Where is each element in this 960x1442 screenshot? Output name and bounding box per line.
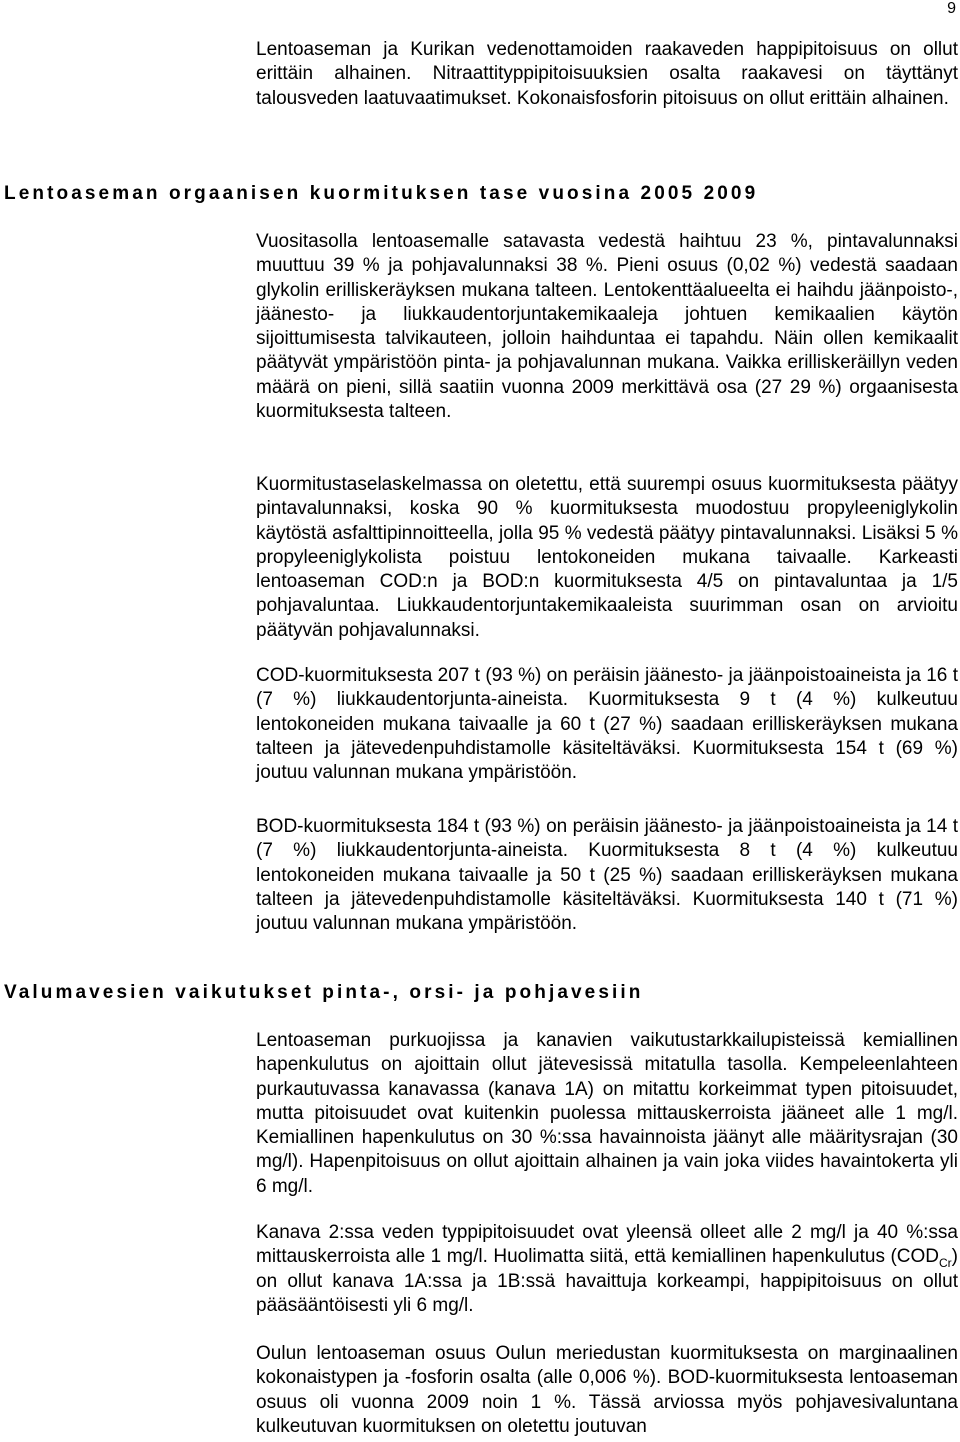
section-heading-organic-load-balance: Lentoaseman orgaanisen kuormituksen tase vuosina 2005 2009: [4, 183, 759, 204]
section2-paragraph-2-end: ) on ollut kanava 1A:ssa ja 1B:ssä havaittuja korkeampi, happipitoisuus on ollut pääsääntöisesti yli 6 mg/l.: [256, 1246, 958, 1316]
section1-paragraph-3: COD-kuormituksesta 207 t (93 %) on peräisin jäänesto- ja jäänpoistoaineista ja 16 t (7 %) liukkaudentorjunta-aineista. Kuormituksesta 9 t (4 %) kulkeutuu lentokoneiden mukana taivaalle ja 60 t (27 %) saadaan erilliskeräyksen mukana talteen ja jätevedenpuhdistamolle käsiteltäväksi. Kuormituksesta 154 t (69 %) joutuu valunnan mukana ympäristöön.: [256, 665, 958, 784]
section2-paragraph-1: Lentoaseman purkuojissa ja kanavien vaikutustarkkailupisteissä kemiallinen hapenkulutus on ajoittain ollut jätevesissä mitatulla tasolla. Kempeleenlahteen purkautuvassa kanavassa (kanava 1A) on mitattu korkeimmat typen pitoisuudet, mutta pitoisuudet ovat kuitenkin puolessa mittauskerroista jääneet alle 1 mg/l. Kemiallinen hapenkulutus on 30 %:ssa havainnoista jäänyt alle määritysrajan (30 mg/l). Hapenpitoisuus on ollut ajoittain alhainen ja vain joka viides havaintokerta yli 6 mg/l.: [256, 1030, 958, 1197]
section2-paragraph-3: Oulun lentoaseman osuus Oulun meriedustan kuormituksesta on marginaalinen kokonaistypen ja -fosforin osalta (alle 0,006 %). BOD-kuormituksesta lentoaseman osuus oli vuonna 2009 noin 1 %. Tässä arviossa myös pohjavesivaluntana kulkeutuvan kuormituksen on oletettu joutuvan: [256, 1343, 958, 1437]
cod-subscript: Cr: [939, 1256, 952, 1271]
section-heading-runoff-effects: Valumavesien vaikutukset pinta-, orsi- ja pohjavesiin: [4, 982, 644, 1003]
section1-paragraph-4: BOD-kuormituksesta 184 t (93 %) on peräisin jäänesto- ja jäänpoistoaineista ja 14 t (7 %) liukkaudentorjunta-aineista. Kuormituksesta 8 t (4 %) kulkeutuu lentokoneiden mukana taivaalle ja 50 t (25 %) saadaan erilliskeräyksen mukana talteen ja jätevedenpuhdistamolle käsiteltäväksi. Kuormituksesta 140 t (71 %) joutuu valunnan mukana ympäristöön.: [256, 816, 958, 935]
intro-paragraph: Lentoaseman ja Kurikan vedenottamoiden raakaveden happipitoisuus on ollut erittäin alhainen. Nitraattityppipitoisuuksien osalta raakavesi on täyttänyt talousveden laatuvaatimukset. Kokonaisfosforin pitoisuus on ollut erittäin alhainen.: [256, 39, 958, 109]
section2-paragraph-2: [256, 1221, 958, 1318]
section2-paragraph-2-start: Kanava 2:ssa veden typpipitoisuudet ovat yleensä olleet alle 2 mg/l ja 40 %:ssa mittauskerroista alle 1 mg/l. Huolimatta siitä, että kemiallinen hapenkulutus (COD: [256, 1222, 958, 1268]
page-number: 9: [947, 0, 956, 17]
section1-paragraph-1: Vuositasolla lentoasemalle satavasta vedestä haihtuu 23 %, pintavalunnaksi muuttuu 39 % ja pohjavalunnaksi 38 %. Pieni osuus (0,02 %) vedestä saadaan glykolin erilliskeräyksen mukana talteen. Lentokenttäalueelta ei haihdu jäänpoisto-, jäänesto- ja liukkaudentorjuntakemikaaleja johtuen kemikaalien käytön sijoittumisesta talvikauteen, jolloin haihduntaa ei tapahdu. Näin ollen kemikaalit päätyvät ympäristöön pinta- ja pohjavalunnan mukana. Vaikka erilliskeräillyn veden määrä on pieni, sillä saatiin vuonna 2009 merkittävä osa (27 29 %) orgaanisesta kuormituksesta talteen.: [256, 231, 958, 423]
section1-paragraph-2: Kuormitustaselaskelmassa on oletettu, että suurempi osuus kuormituksesta päätyy pintavalunnaksi, koska 90 % kuormituksesta muodostuu propyleeniglykolin käytöstä asfalttipinnoitteella, jolla 95 % vedestä päätyy pintavalunnaksi. Lisäksi 5 % propyleeniglykolista poistuu lentokoneiden mukana taivaalle. Karkeasti lentoaseman COD:n ja BOD:n kuormituksesta 4/5 on pintavaluntaa ja 1/5 pohjavaluntaa. Liukkaudentorjuntakemikaaleista suurimman osan on arvioitu päätyvän pohjavalunnaksi.: [256, 474, 958, 641]
